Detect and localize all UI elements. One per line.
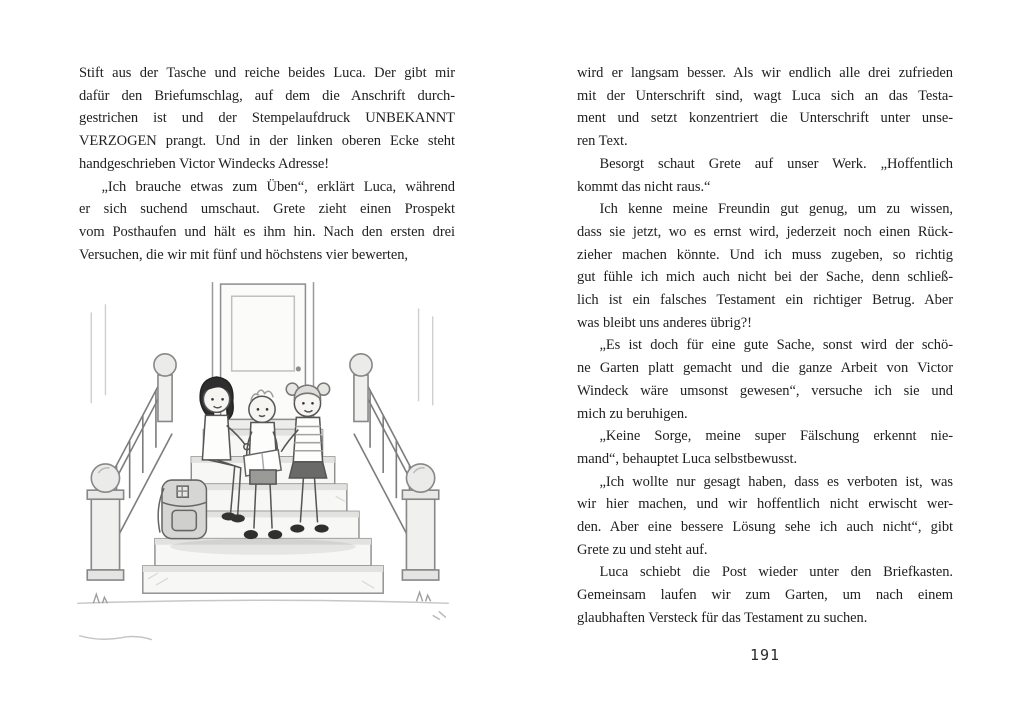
text-line: was bleibt uns anderes übrig?! — [577, 314, 752, 331]
text-line: zieher machen könnte. Und ich muss zugeben, so richtig — [577, 246, 953, 263]
text-line: gut fühle ich mich auch nicht bei der Sache, denn schließ- — [577, 269, 953, 286]
left-page — [79, 62, 455, 266]
text-line: „Keine Sorge, meine super Fälschung erkennt nie- — [599, 428, 953, 445]
text-line: wir hier machen, und wir hoffentlich nicht erwischt wer- — [577, 496, 953, 513]
text-line: Besorgt schaut Grete auf unser Werk. „Hoffentlich — [599, 155, 953, 172]
text-line: Gemeinsam laufen wir zum Garten, um nach einem — [577, 587, 953, 604]
paragraph — [577, 198, 953, 334]
paragraph — [79, 62, 455, 176]
left-page-text — [79, 62, 455, 266]
text-line: mit der Unterschrift sind, wagt Luca sich an das Testa- — [577, 87, 953, 104]
text-line: „Ich wollte nur gesagt haben, dass es verboten ist, was — [599, 473, 953, 490]
text-line: den. Aber eine bessere Lösung sehe ich auch nicht“, gibt — [577, 519, 953, 536]
text-line: glaubhaften Versteck für das Testament zu suchen. — [577, 609, 868, 626]
text-line: Versuchen, die wir mit fünf und höchstens vier bewerten, — [79, 246, 408, 263]
page-number: 191 — [749, 646, 781, 664]
text-line: ne Garten platt gemacht und die ganze Arbeit von Victor — [577, 360, 953, 377]
ground — [77, 592, 449, 639]
backpack — [158, 480, 206, 539]
text-line: wird er langsam besser. Als wir endlich alle drei zufrieden — [577, 65, 953, 81]
shadow — [170, 539, 356, 555]
text-line: vom Posthaufen und hält es ihm hin. Nach den ersten drei — [79, 223, 455, 240]
right-page-text — [577, 62, 953, 630]
text-line: lich ist ein falsches Testament ein richtiger Betrug. Aber — [577, 292, 953, 309]
paragraph — [577, 425, 953, 470]
text-line: handgeschrieben Victor Windecks Adresse! — [79, 155, 330, 172]
text-line: dafür den Briefumschlag, auf dem die Anschrift durch- — [79, 87, 455, 104]
text-line: mand“, behauptet Luca selbstbewusst. — [577, 450, 798, 467]
paragraph — [577, 561, 953, 629]
text-line: kommt das nicht raus.“ — [577, 178, 711, 195]
text-line: „Es ist doch für eine gute Sache, sonst wird der schö- — [599, 337, 953, 354]
illustration-svg — [63, 282, 463, 666]
text-line: „Ich brauche etwas zum Üben“, erklärt Luca, während — [101, 178, 455, 195]
text-line: gestrichen ist und der Stempelaufdruck UNBEKANNT — [79, 110, 455, 127]
text-line: mich zu beruhigen. — [577, 405, 688, 422]
text-line: dass sie jetzt, wo es ernst wird, jederzeit noch einen Rück- — [577, 223, 953, 240]
text-line: VERZOGEN prangt. Und in der linken oberen Ecke steht — [79, 133, 455, 150]
text-line: Luca schiebt die Post wieder unter den Briefkasten. — [599, 564, 953, 581]
text-line: ment und setzt konzentriert die Unterschrift unter unse- — [577, 110, 953, 127]
paragraph — [577, 471, 953, 562]
paragraph — [79, 176, 455, 267]
text-line: Ich kenne meine Freundin gut genug, um zu wissen, — [599, 201, 953, 218]
text-line: ren Text. — [577, 133, 628, 150]
paragraph — [577, 62, 953, 153]
text-line: Grete zu und steht auf. — [577, 541, 708, 558]
text-line: er sich suchend umschaut. Grete zieht einen Prospekt — [79, 201, 455, 218]
right-page — [577, 62, 953, 664]
text-line: Stift aus der Tasche und reiche beides Luca. Der gibt mir — [79, 65, 455, 81]
paragraph — [577, 334, 953, 425]
text-line: Windeck wäre umsonst gewesen“, versuche ich sie und — [577, 382, 953, 399]
children-on-stairs-illustration — [63, 282, 463, 672]
paragraph — [577, 153, 953, 198]
